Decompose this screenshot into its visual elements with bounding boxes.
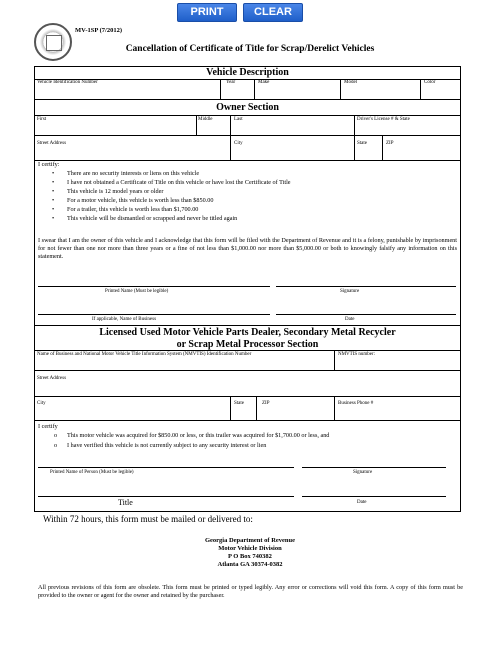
certify-item: There are no security interests or liens on this vehicle [67, 170, 200, 177]
printed-name-line[interactable] [38, 286, 270, 287]
certify-item: For a trailer, this vehicle is worth less than $1,700.00 [67, 206, 199, 213]
dealer-title-label: Title [118, 498, 133, 507]
dealer-date-line[interactable] [302, 496, 446, 497]
form-number: MV-1SP (7/2012) [75, 27, 122, 34]
printed-name-label: Printed Name (Must be legible) [105, 289, 169, 294]
dealer-certify-item: This motor vehicle was acquired for $850.00 or less, or this trailer was acquired for $1,700.00 or less, and [67, 432, 330, 439]
address-line: P O Box 740382 [228, 553, 272, 560]
nmvtis-number-field[interactable]: NMVTIS number: [338, 352, 376, 357]
footer-note: All previous revisions of this form are obsolete. This form must be printed or typed legibly. Any error or corrections will void this form. A copy of this form must be provided to the owner or agent for the owner and retained by the purchaser. [38, 584, 463, 600]
color-field[interactable]: Color [424, 80, 436, 85]
owner-street-field[interactable]: Street Address [37, 141, 67, 146]
certify-item: This vehicle is 12 model years or older [67, 188, 164, 195]
certify-heading: I certify: [38, 161, 60, 168]
dealer-title-line[interactable] [38, 496, 294, 497]
dealer-heading-line2: or Scrap Metal Processor Section [176, 339, 319, 350]
dealer-printed-name-label: Printed Name of Person (Must be legible) [50, 470, 134, 475]
dealer-street-field[interactable]: Street Address [37, 376, 67, 381]
georgia-seal-icon [34, 23, 72, 61]
business-name-label: If applicable, Name of Business [92, 317, 157, 322]
certify-item: I have not obtained a Certificate of Title on this vehicle or have lost the Certificate of Title [67, 179, 291, 186]
model-field[interactable]: Model [344, 80, 358, 85]
dealer-certify-item: I have verified this vehicle is not currently subject to any security interest or lien [67, 442, 267, 449]
dealer-date-label: Date [357, 500, 367, 505]
form-title: Cancellation of Certificate of Title for Scrap/Derelict Vehicles [125, 44, 375, 54]
date-label: Date [345, 317, 355, 322]
address-line: Atlanta GA 30374-0382 [217, 561, 283, 568]
dealer-city-field[interactable]: City [37, 401, 46, 406]
dealer-printed-name-line[interactable] [38, 467, 294, 468]
owner-zip-field[interactable]: ZIP [386, 141, 394, 146]
year-field[interactable]: Year [226, 80, 236, 85]
owner-heading: Owner Section [216, 102, 279, 113]
signature-label: Signature [340, 289, 360, 294]
dealer-zip-field[interactable]: ZIP [262, 401, 270, 406]
business-name-line[interactable] [38, 314, 270, 315]
dealer-business-name-field[interactable]: Name of Business and National Motor Vehicle Title Information System (NMVTIS) Identification Number [37, 352, 252, 357]
dealer-signature-line[interactable] [302, 467, 446, 468]
signature-line[interactable] [276, 286, 456, 287]
business-phone-field[interactable]: Business Phone # [338, 401, 374, 406]
first-name-field[interactable]: First [37, 117, 47, 122]
vehicle-heading: Vehicle Description [206, 67, 289, 78]
address-line: Georgia Department of Revenue [204, 537, 296, 544]
certify-item: This vehicle will be dismantled or scrapped and never be titled again [67, 215, 238, 222]
address-line: Motor Vehicle Division [218, 545, 282, 552]
certify-item: For a motor vehicle, this vehicle is worth less than $850.00 [67, 197, 214, 204]
vin-field[interactable]: Vehicle Identification Number [37, 80, 98, 85]
last-name-field[interactable]: Last [234, 117, 243, 122]
date-line[interactable] [276, 314, 456, 315]
dealer-signature-label: Signature [353, 470, 373, 475]
print-button[interactable]: PRINT [177, 3, 237, 22]
owner-city-field[interactable]: City [234, 141, 243, 146]
owner-state-field[interactable]: State [357, 141, 367, 146]
dealer-certify-heading: I certify [38, 423, 58, 430]
drivers-license-field[interactable]: Driver's License # & State [357, 117, 410, 122]
dealer-state-field[interactable]: State [234, 401, 244, 406]
dealer-heading-line1: Licensed Used Motor Vehicle Parts Dealer, Secondary Metal Recycler [99, 327, 396, 338]
middle-name-field[interactable]: Middle [198, 117, 213, 122]
owner-oath: I swear that I am the owner of this vehicle and I acknowledge that this form will be filed with the Department of Revenue and it is a felony, punishable by imprisonment for not fewer than one nor more than three years or a fine of not less than $1,000.00 nor more than $5,000.00 or both to knowingly falsify any information on this statement. [38, 237, 457, 261]
clear-button[interactable]: CLEAR [243, 3, 303, 22]
make-field[interactable]: Make [258, 80, 270, 85]
mailing-instruction: Within 72 hours, this form must be mailed or delivered to: [43, 514, 253, 524]
